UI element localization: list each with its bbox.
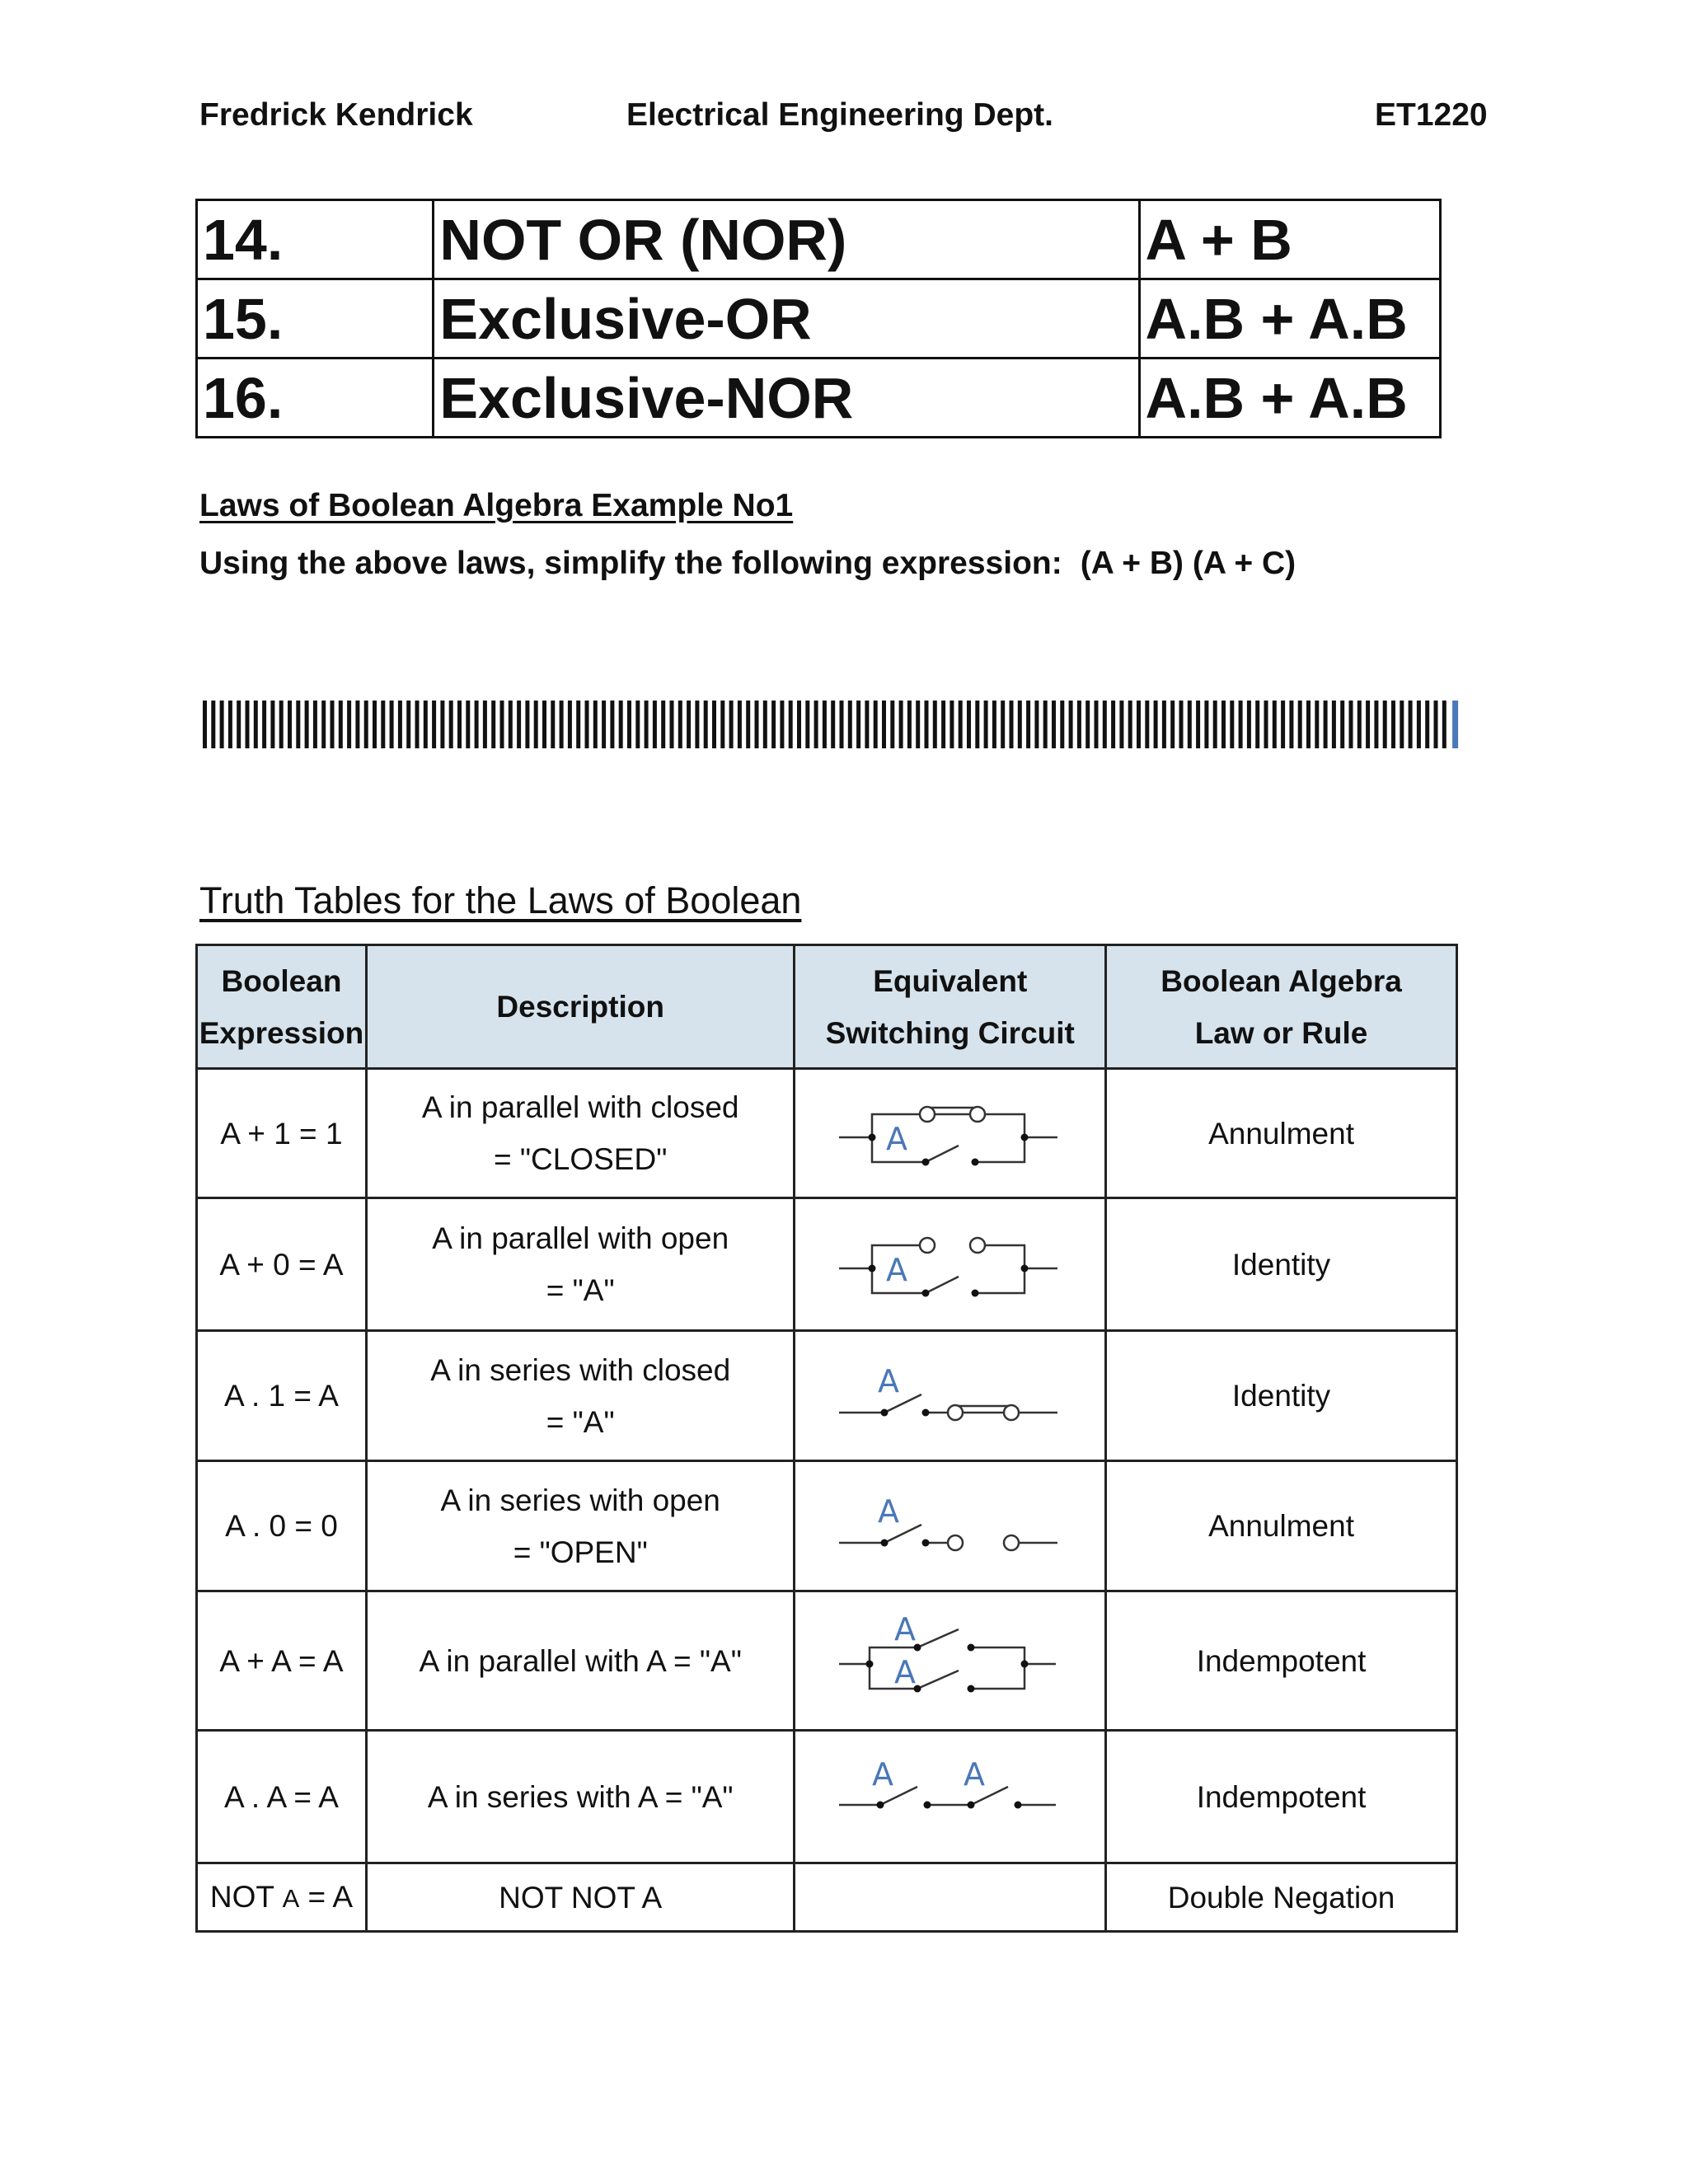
description: A in parallel with closed = "CLOSED": [366, 1069, 795, 1198]
table-row: [197, 1198, 1457, 1331]
boolean-expression: NOT A = A: [197, 1863, 367, 1932]
table-row: [197, 1731, 1457, 1863]
boolean-expression: A + 0 = A: [197, 1198, 367, 1331]
switch-label: A: [877, 1493, 899, 1530]
switching-circuit: [795, 1591, 1106, 1731]
table-row: [197, 1461, 1457, 1591]
switching-circuit: [795, 1863, 1106, 1932]
truth-table-header-row: [197, 945, 1457, 1069]
header-boolean-expression: Boolean Expression: [197, 945, 367, 1069]
law-or-rule: Indempotent: [1106, 1591, 1457, 1731]
switch-label: A: [871, 1756, 893, 1793]
table-row: [197, 1331, 1457, 1461]
series-closed-circuit-icon: [835, 1355, 1066, 1437]
table-row: [197, 200, 1441, 279]
switch-label: A: [885, 1121, 907, 1157]
series-open-circuit-icon: [835, 1485, 1066, 1568]
parallel-open-circuit-icon: [835, 1223, 1066, 1305]
header-law-or-rule: Boolean Algebra Law or Rule: [1106, 945, 1457, 1069]
author-name: Fredrick Kendrick: [199, 97, 473, 133]
switch-label: A: [885, 1252, 907, 1288]
description: NOT NOT A: [366, 1863, 795, 1932]
boolean-expression: A + 1 = 1: [197, 1069, 367, 1198]
example-instruction: Using the above laws, simplify the following expression:: [199, 546, 1062, 581]
switching-circuit: [795, 1461, 1106, 1591]
law-or-rule: Identity: [1106, 1198, 1457, 1331]
boolean-expression: A + A = A: [197, 1591, 367, 1731]
description: A in series with closed = "A": [366, 1331, 795, 1461]
law-name: NOT OR (NOR): [434, 200, 1139, 279]
law-expression: A.B + A.B: [1139, 359, 1440, 438]
switch-label: A: [877, 1362, 899, 1399]
law-expression: A.B + A.B: [1139, 279, 1440, 359]
parallel-closed-circuit-icon: [835, 1092, 1066, 1174]
law-number: 15.: [197, 279, 434, 359]
switch-label: A: [893, 1654, 916, 1690]
truth-tables-heading: Truth Tables for the Laws of Boolean: [199, 879, 802, 921]
example-expression: (A + B) (A + C): [1080, 546, 1296, 581]
law-or-rule: Double Negation: [1106, 1863, 1457, 1932]
table-row: [197, 1069, 1457, 1198]
header-description: Description: [366, 945, 795, 1069]
law-or-rule: Indempotent: [1106, 1731, 1457, 1863]
law-expression: A + B: [1139, 200, 1440, 279]
course-code: ET1220: [1375, 97, 1488, 133]
boolean-expression: A . A = A: [197, 1731, 367, 1863]
switching-circuit: [795, 1731, 1106, 1863]
truth-table: [195, 944, 1458, 1933]
table-row: [197, 1591, 1457, 1731]
law-or-rule: Annulment: [1106, 1069, 1457, 1198]
example-heading: Laws of Boolean Algebra Example No1: [199, 488, 794, 523]
barcode-divider: [203, 699, 1472, 752]
description: A in parallel with A = "A": [366, 1591, 795, 1731]
description: A in parallel with open = "A": [366, 1198, 795, 1331]
switching-circuit: [795, 1331, 1106, 1461]
law-or-rule: Identity: [1106, 1331, 1457, 1461]
header-switching-circuit: Equivalent Switching Circuit: [795, 945, 1106, 1069]
switching-circuit: [795, 1069, 1106, 1198]
parallel-a-a-circuit-icon: [835, 1611, 1066, 1710]
law-number: 14.: [197, 200, 434, 279]
table-row: [197, 279, 1441, 359]
law-number: 16.: [197, 359, 434, 438]
boolean-expression: A . 0 = 0: [197, 1461, 367, 1591]
switching-circuit: [795, 1198, 1106, 1331]
law-name: Exclusive-NOR: [434, 359, 1139, 438]
series-a-a-circuit-icon: [835, 1755, 1066, 1838]
switch-label: A: [893, 1611, 916, 1647]
description: A in series with open = "OPEN": [366, 1461, 795, 1591]
law-name: Exclusive-OR: [434, 279, 1139, 359]
department-name: Electrical Engineering Dept.: [626, 97, 1053, 133]
boolean-expression: A . 1 = A: [197, 1331, 367, 1461]
law-or-rule: Annulment: [1106, 1461, 1457, 1591]
boolean-laws-table: [195, 199, 1442, 438]
switch-label: A: [963, 1756, 985, 1793]
table-row: [197, 1863, 1457, 1932]
table-row: [197, 359, 1441, 438]
example-instruction-line: [199, 546, 1296, 582]
description: A in series with A = "A": [366, 1731, 795, 1863]
